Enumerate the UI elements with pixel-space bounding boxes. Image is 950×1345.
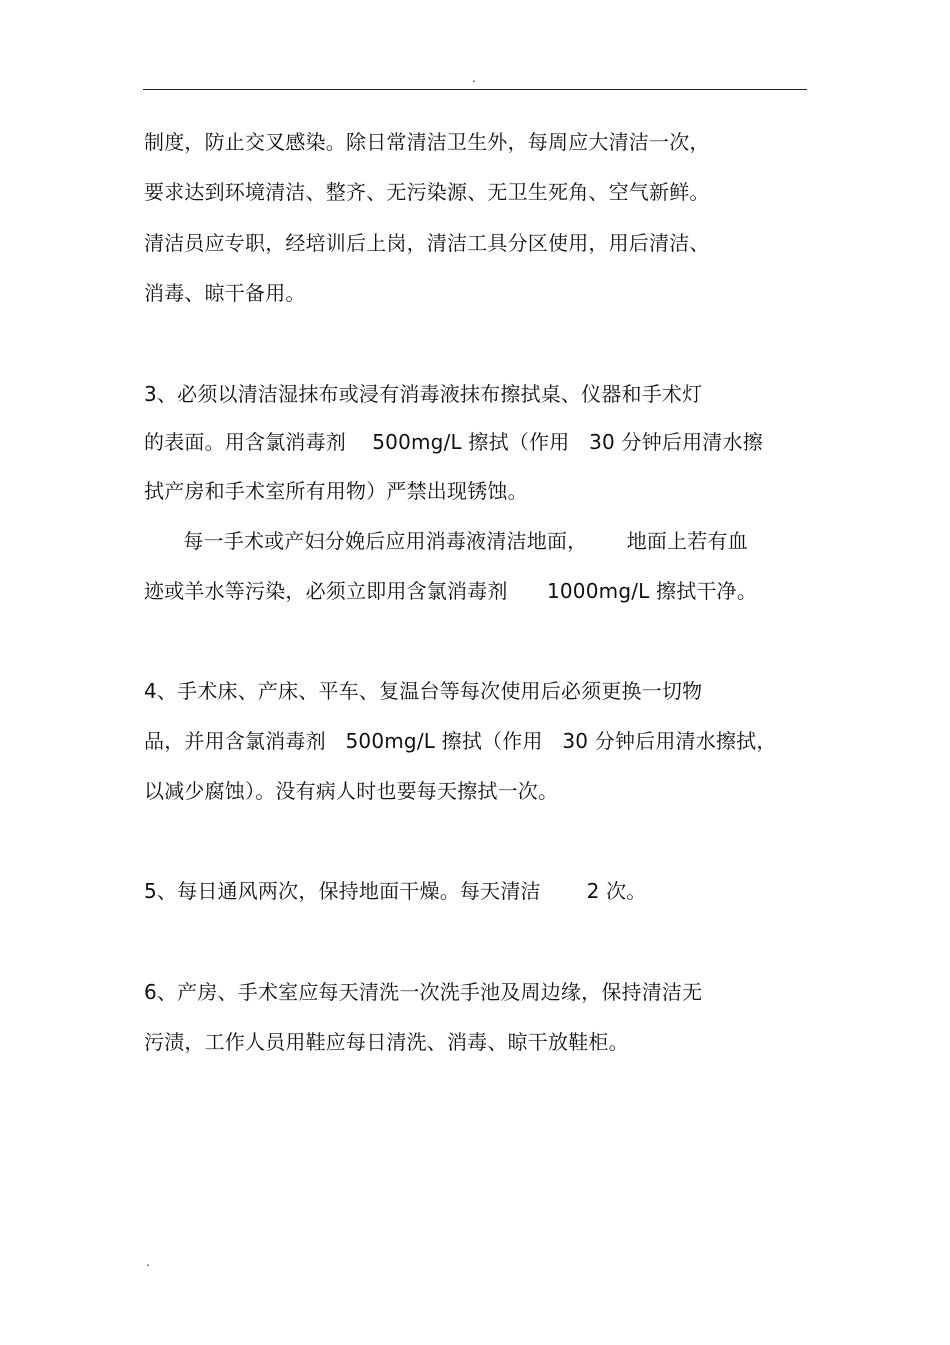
text-line: 5、每日通风两次，保持地面干燥。每天清洁 2 次。 xyxy=(144,879,647,903)
text-line: 品，并用含氯消毒剂 500mg/L 擦拭（作用 30 分钟后用清水擦拭， xyxy=(144,729,777,753)
text-line: 6、产房、手术室应每天清洗一次洗手池及周边缘，保持清洁无 xyxy=(144,980,703,1004)
text-line: 消毒、晾干备用。 xyxy=(144,281,306,305)
header-rule xyxy=(143,89,807,90)
text-line: 的表面。用含氯消毒剂 500mg/L 擦拭（作用 30 分钟后用清水擦 xyxy=(144,430,763,454)
text-line: 污渍，工作人员用鞋应每日清洗、消毒、晾干放鞋柜。 xyxy=(144,1030,629,1054)
text-line: 要求达到环境清洁、整齐、无污染源、无卫生死角、空气新鲜。 xyxy=(144,180,710,204)
text-line: 制度，防止交叉感染。除日常清洁卫生外，每周应大清洁一次， xyxy=(144,130,710,154)
text-line: 每一手术或产妇分娩后应用消毒液清洁地面， 地面上若有血 xyxy=(144,529,748,553)
header-mark: . xyxy=(472,71,476,85)
footer-mark: . xyxy=(146,1255,150,1269)
text-line: 迹或羊水等污染，必须立即用含氯消毒剂 1000mg/L 擦拭干净。 xyxy=(144,579,758,603)
text-line: 4、手术床、产床、平车、复温台等每次使用后必须更换一切物 xyxy=(144,679,703,703)
text-line: 以减少腐蚀）。没有病人时也要每天擦拭一次。 xyxy=(144,779,559,803)
text-line: 清洁员应专职，经培训后上岗，清洁工具分区使用，用后清洁、 xyxy=(144,231,710,255)
text-line: 拭产房和手术室所有用物）严禁出现锈蚀。 xyxy=(144,479,528,503)
text-line: 3、必须以清洁湿抹布或浸有消毒液抹布擦拭桌、仪器和手术灯 xyxy=(144,382,703,406)
